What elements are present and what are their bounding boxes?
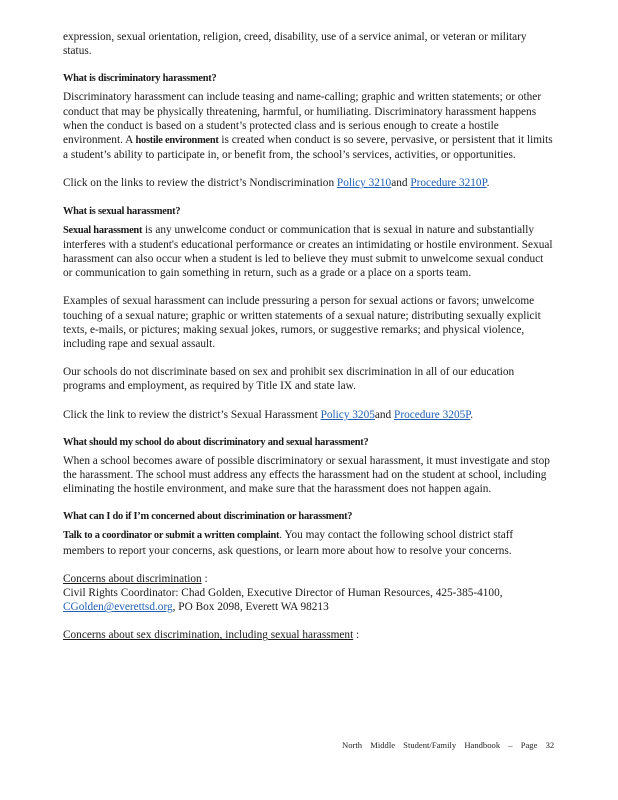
discriminatory-body-1: Discriminatory harassment can include teasing and name-calling; graphic and written statements; or other conduct that may be physically threatening, harmful, or humiliating. Discriminatory harassment happens when the conduct is based on a student’s protected class and is serious enough to create a hostile environment. A (63, 91, 542, 147)
links-and: and (391, 177, 408, 190)
sexual-harassment-term: Sexual harassment (63, 224, 143, 236)
concerned-paragraph (63, 528, 553, 557)
talk-to-coordinator-lead: Talk to a coordinator or submit a written complaint (63, 530, 280, 542)
discriminatory-body-2: is created when conduct is so severe, pervasive, or persistent that it limits a student’s ability to participate in, or benefit from, the school’s services, activities, or opportunities. (63, 134, 553, 162)
sexual-harassment-heading: What is sexual harassment? (63, 205, 181, 217)
coordinator-email-line (63, 600, 553, 614)
discrimination-colon: : (204, 572, 208, 585)
procedure-3205p-link[interactable]: Procedure 3205P (394, 408, 471, 421)
sexual-harassment-links (63, 408, 553, 422)
concerned-heading: What can I do if I’m concerned about discrimination or harassment? (63, 511, 353, 523)
hostile-environment-term: hostile environment (135, 135, 219, 147)
sexual-links-prefix: Click the link to review the district’s Sexual Harassment (63, 408, 318, 421)
concerned-body: . You may contact the following school district staff members to report your concerns, ask questions, or learn more about how to resolve your concerns. (63, 529, 514, 557)
policy-3210-link[interactable]: Policy 3210 (336, 177, 392, 190)
procedure-3210p-link[interactable]: Procedure 3210P (410, 177, 487, 190)
policy-3205-link[interactable]: Policy 3205 (320, 408, 375, 421)
discrimination-concerns-text: Concerns about discrimination (63, 572, 202, 585)
schools-statement: Our schools do not discriminate based on sex and prohibit sex discrimination in all of our education programs and employment, as required by Title IX and state law. (63, 366, 515, 393)
civil-rights-coordinator: Civil Rights Coordinator: Chad Golden, Executive Director of Human Resources, 425-385-4100, (63, 587, 503, 600)
page-footer: North Middle Student/Family Handbook – Page 32 (342, 740, 555, 750)
discriminatory-heading: What is discriminatory harassment? (63, 73, 217, 85)
school-action-heading: What should my school do about discriminatory and sexual harassment? (63, 436, 369, 448)
sexual-harassment-definition (63, 223, 553, 281)
sex-discrimination-colon: : (356, 629, 360, 642)
cgolden-email-link[interactable]: CGolden@everettsd.org (63, 601, 173, 614)
sex-discrimination-concerns-label (63, 628, 553, 642)
sexual-harassment-body: is any unwelcome conduct or communication that is sexual in nature and substantially interferes with a student's educational performance or creates an intimidating or hostile environment. Sexual harassment can also occur when a student is led to believe they must submit to unwelcome sexual conduct or communication to gain something in return, such as a grade or a place on a sports team. (63, 223, 553, 280)
nondiscrimination-links-prefix: Click on the links to review the district’s Nondiscrimination (63, 177, 335, 190)
coordinator-address: , PO Box 2098, Everett WA 98213 (172, 601, 329, 614)
discriminatory-paragraph (63, 90, 553, 162)
school-action-body: When a school becomes aware of possible discriminatory or sexual harassment, it must investigate and stop the harassment. The school must address any effects the harassment had on the student at school, including eliminating the hostile environment, and make sure that the harassment does not happen again. (63, 454, 550, 496)
sexual-links-period: . (470, 408, 474, 421)
intro-tail: expression, sexual orientation, religion, creed, disability, use of a service animal, or veteran or military status. (63, 31, 527, 58)
sexual-harassment-examples: Examples of sexual harassment can include pressuring a person for sexual actions or favors; unwelcome touching of a sexual nature; graphic or written statements of a sexual nature; distributing sexually explicit texts, e-mails, or pictures; making sexual jokes, rumors, or suggestive remarks; and physical violence, including rape and sexual assault. (63, 295, 541, 351)
discrimination-concerns-label (63, 572, 553, 586)
sex-discrimination-concerns-text: Concerns about sex discrimination, including sexual harassment (63, 629, 354, 642)
links-period: . (486, 177, 490, 190)
sexual-links-and: and (374, 408, 392, 421)
nondiscrimination-links (63, 176, 553, 190)
handbook-page (63, 30, 553, 643)
